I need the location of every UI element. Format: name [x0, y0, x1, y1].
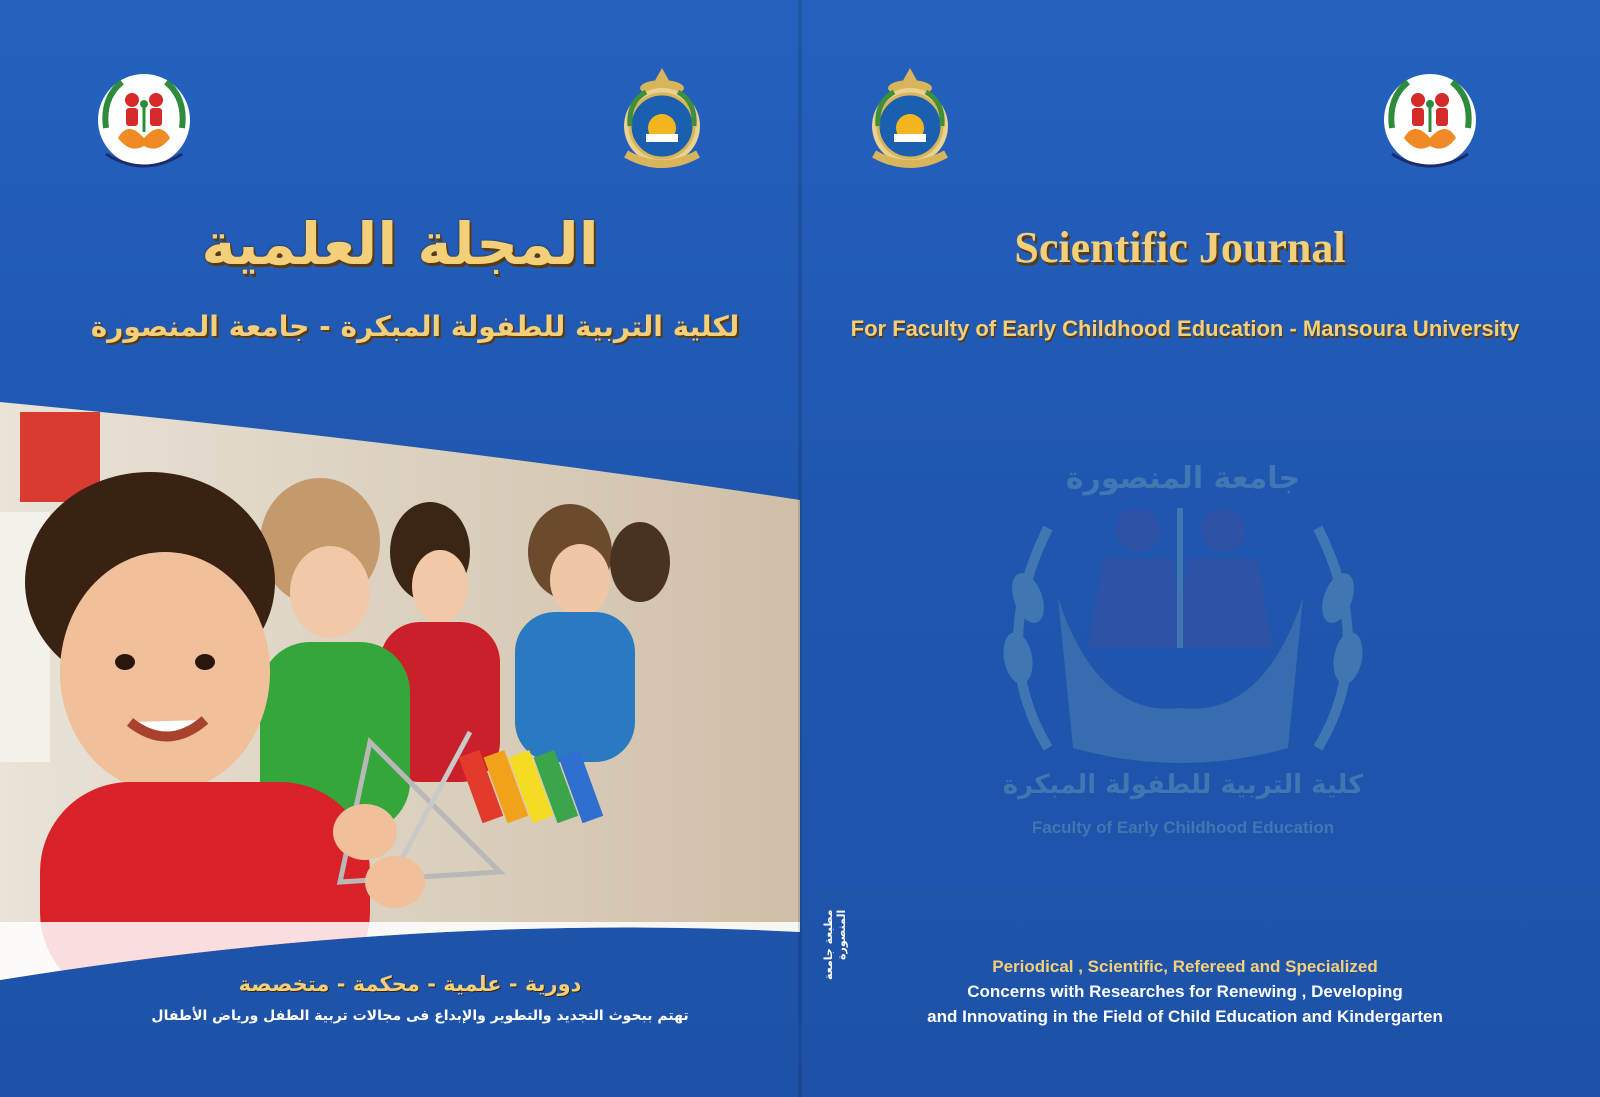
- children-photo: [0, 402, 800, 980]
- english-journal-subtitle: For Faculty of Early Childhood Education - Mansoura University: [850, 316, 1520, 341]
- faculty-logo-icon: [1378, 68, 1482, 178]
- footer-line-3: and Innovating in the Field of Child Education and Kindergarten: [927, 1007, 1443, 1026]
- university-logo-icon: [610, 66, 714, 176]
- english-journal-title: Scientific Journal: [1014, 223, 1346, 272]
- arabic-journal-title: المجلة العلمية: [201, 210, 599, 278]
- watermark-arabic-bottom: كلية التربية للطفولة المبكرة: [1002, 770, 1364, 800]
- front-cover: [800, 0, 1600, 1097]
- university-logo-icon: [858, 66, 962, 176]
- watermark-arabic-top: جامعة المنصورة: [1065, 461, 1301, 496]
- arabic-journal-tagline: دورية - علمية - محكمة - متخصصة: [238, 972, 582, 996]
- watermark-logo-icon: [988, 448, 1378, 868]
- english-journal-footer: [800, 954, 1570, 1029]
- printer-note: مطبعة جامعة المنصورة: [822, 910, 848, 981]
- watermark-english: Faculty of Early Childhood Education: [1031, 818, 1335, 837]
- faculty-logo-icon: [92, 68, 196, 178]
- footer-line-2: Concerns with Researches for Renewing , Developing: [967, 982, 1403, 1001]
- arabic-journal-description: تهتم ببحوث التجديد والتطوير والإبداع فى مجالات تربية الطفل ورياض الأطفال: [151, 1008, 689, 1024]
- arabic-journal-subtitle: لكلية التربية للطفولة المبكرة - جامعة المنصورة: [90, 310, 740, 343]
- footer-line-1: Periodical , Scientific, Refereed and Specialized: [992, 957, 1378, 976]
